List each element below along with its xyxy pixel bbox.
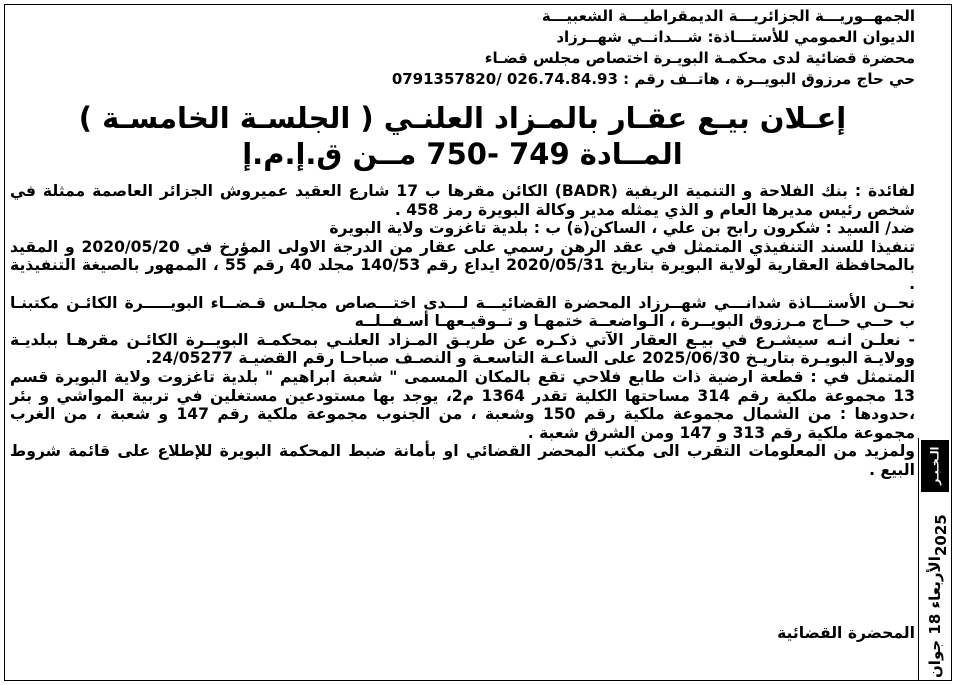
notice-body	[10, 182, 915, 480]
paragraph-execution: تنفيذا للسند التنفيذي المتمثل في عقد الرهن رسمي على عقار من الدرجة الاولى المؤرخ في 2020/05/20 و المقيد بالمحافظة العقارية لولاية البويرة بتاريخ 2020/05/31 ايداع رقم 140/53 مجلد 40 رقم 55 ، الممهور بالصيغة التنفيذية .	[10, 237, 915, 293]
paragraph-announcement: - نعلـن انـه سيشـرع في بيـع العقار الآتي ذكـره عن طريـق المـزاد العلنـي بمحكمـة البويــرة الكائـن مقرهـا ببلديـة وولايـة البويـرة بتاريـخ 2025/06/30 على الساعـة التاسعـة و النصـف صباحـا رقم القضيـة 24/05277.	[10, 330, 915, 368]
legal-notice	[10, 6, 915, 678]
newspaper-logo: الـخـبـر	[921, 440, 949, 492]
paragraph-bailiff: نحــن الأستـــاذة شدانـــي شهــرزاد المحضرة القضائيـــة لـــدى اختـــصاص مجلـس قـضــاء البويـــــرة الكائـن مكتبنـا ب حــي حــاج مـرزوق البويــرة ، الـواضعــة ختمهـا و تــوقيـعهـا أسـفــلــه	[10, 293, 915, 331]
notice-subtitle: المــادة 749 -750 مــن ق.إ.م.إ	[242, 137, 683, 171]
header-court: محضرة قضائية لدى محكمـة البويـرة اختصاص مجلس قضـاء	[484, 49, 915, 67]
paragraph-beneficiary: لفائدة : بنك الفلاحة و التنمية الريفية (BADR) الكائن مقرها ب 17 شارع العقيد عميروش الجزائر العاصمة ممثلة في شخص رئيس مديرها العام و الذي يمثله مدير وكالة البويرة رمز 458 .	[10, 182, 915, 219]
header-republic: الجمهــوريـــة الجزائريـــة الديمقراطيـــة الشعبيـــة	[541, 7, 915, 25]
publication-date	[921, 498, 949, 678]
publication-year: 2025	[932, 514, 950, 557]
header-office: الديوان العمومي للأستـــاذة: شـــدانــي شهــرزاد	[556, 28, 915, 46]
header-address: حي حاج مرزوق البويــرة ، هاتــف رقم : 026.74.84.93 /0791357820	[391, 70, 915, 88]
notice-title: إعـلان بيـع عقـار بالمـزاد العلنـي ( الجلسـة الخامسـة )	[78, 101, 847, 135]
paragraph-against: ضد/ السيد : شكرون رابح بن علي ، الساكن(ة) ب : بلدية تاغزوت ولاية البويرة	[329, 219, 915, 238]
paragraph-info: ولمزيد من المعلومات التقرب الى مكتب المحضر القضائي او بأمانة ضبط المحكمة البويرة للإطلاع على قائمة شروط البيع .	[10, 442, 915, 479]
signature: المحضرة القضائية	[777, 624, 915, 642]
publication-day: الأربعاء 18 جوان	[926, 556, 944, 678]
paragraph-property: المتمثل في : قطعة ارضية ذات طابع فلاحي تقع بالمكان المسمى " شعبة ابراهيم " بلدية تاغزوت ولاية البويرة قسم 13 مجموعة ملكية رقم 314 مساحتها الكلية تقدر 1364 م2، يوجد بها مستودعين مستغلين في تربية المواشي و بئر ،حدودها : من الشمال مجموعة ملكية رقم 150 وشعبة ، من الجنوب مجموعة ملكية رقم 147 و شعبة ، من الغرب مجموعة ملكية رقم 313 و 147 ومن الشرق شعبة .	[10, 367, 916, 442]
